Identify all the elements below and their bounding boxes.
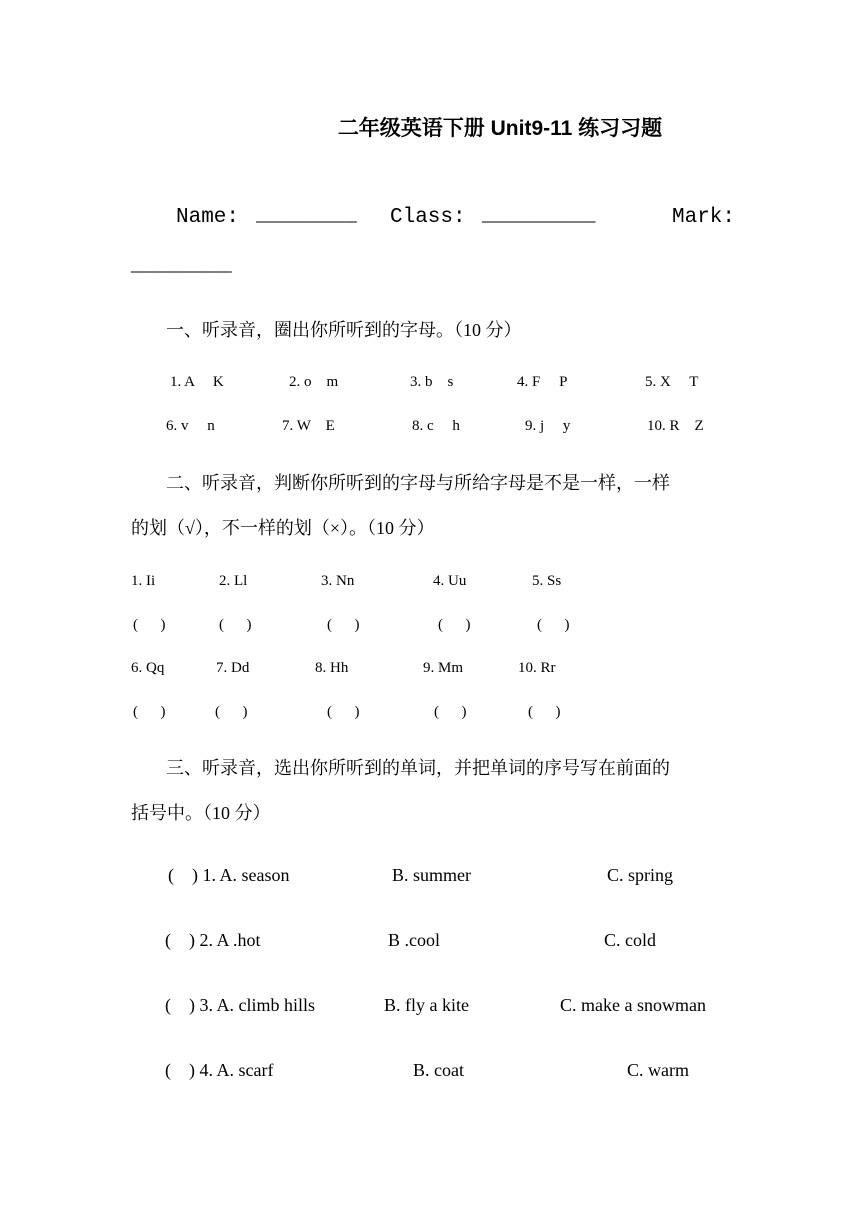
s2-item: 5. Ss <box>532 573 562 589</box>
answer-paren[interactable]: ( ) <box>438 617 471 633</box>
class-blank: _________ <box>482 204 596 227</box>
mark-label: Mark: <box>672 206 736 229</box>
question-4-option-c: C. warm <box>627 1060 689 1080</box>
question-1-option-c: C. spring <box>607 865 674 885</box>
question-2-option-c: C. cold <box>604 930 656 950</box>
s1-item: 1. A K <box>170 374 224 390</box>
question-1-option-a: ( ) 1. A. season <box>168 865 290 885</box>
s1-item: 4. F P <box>517 374 568 390</box>
s1-item: 2. o m <box>289 374 339 390</box>
question-3-option-a: ( ) 3. A. climb hills <box>165 995 315 1015</box>
s1-item: 7. W E <box>282 418 335 434</box>
s1-item: 8. c h <box>412 418 460 434</box>
s1-item: 10. R Z <box>647 418 704 434</box>
mark-blank: ________ <box>131 254 232 277</box>
name-blank: ________ <box>256 204 357 227</box>
answer-paren[interactable]: ( ) <box>219 617 252 633</box>
answer-paren[interactable]: ( ) <box>133 617 166 633</box>
answer-paren[interactable]: ( ) <box>327 617 360 633</box>
section3-heading-line1: 三、听录音，选出你所听到的单词，并把单词的序号写在前面的 <box>166 758 670 778</box>
s1-item: 5. X T <box>645 374 699 390</box>
s1-item: 6. v n <box>166 418 215 434</box>
question-3-option-b: B. fly a kite <box>384 995 469 1015</box>
section2-heading-line1: 二、听录音，判断你所听到的字母与所给字母是不是一样，一样 <box>166 473 670 493</box>
answer-paren[interactable]: ( ) <box>537 617 570 633</box>
answer-paren[interactable]: ( ) <box>133 704 166 720</box>
answer-paren[interactable]: ( ) <box>327 704 360 720</box>
name-label: Name: <box>176 206 240 229</box>
class-label: Class: <box>390 206 466 229</box>
section3-heading-line2: 括号中。（10 分） <box>131 803 271 823</box>
s1-item: 9. j y <box>525 418 571 434</box>
question-1-option-b: B. summer <box>392 865 471 885</box>
s2-item: 9. Mm <box>423 660 464 676</box>
s2-item: 7. Dd <box>216 660 250 676</box>
answer-paren[interactable]: ( ) <box>215 704 248 720</box>
section2-heading-line2: 的划（√），不一样的划（×）。（10 分） <box>131 518 435 538</box>
s2-item: 10. Rr <box>518 660 556 676</box>
s1-item: 3. b s <box>410 374 454 390</box>
page-title: 二年级英语下册 Unit9-11 练习习题 <box>337 117 663 140</box>
section1-heading: 一、听录音，圈出你所听到的字母。（10 分） <box>166 320 522 340</box>
question-3-option-c: C. make a snowman <box>560 995 706 1015</box>
answer-paren[interactable]: ( ) <box>528 704 561 720</box>
s2-item: 6. Qq <box>131 660 165 676</box>
question-2-option-a: ( ) 2. A .hot <box>165 930 261 950</box>
s2-item: 8. Hh <box>315 660 349 676</box>
question-2-option-b: B .cool <box>388 930 440 950</box>
answer-paren[interactable]: ( ) <box>434 704 467 720</box>
question-4-option-b: B. coat <box>413 1060 464 1080</box>
question-4-option-a: ( ) 4. A. scarf <box>165 1060 274 1080</box>
s2-item: 1. Ii <box>131 573 156 589</box>
s2-item: 4. Uu <box>433 573 467 589</box>
s2-item: 2. Ll <box>219 573 248 589</box>
s2-item: 3. Nn <box>321 573 355 589</box>
